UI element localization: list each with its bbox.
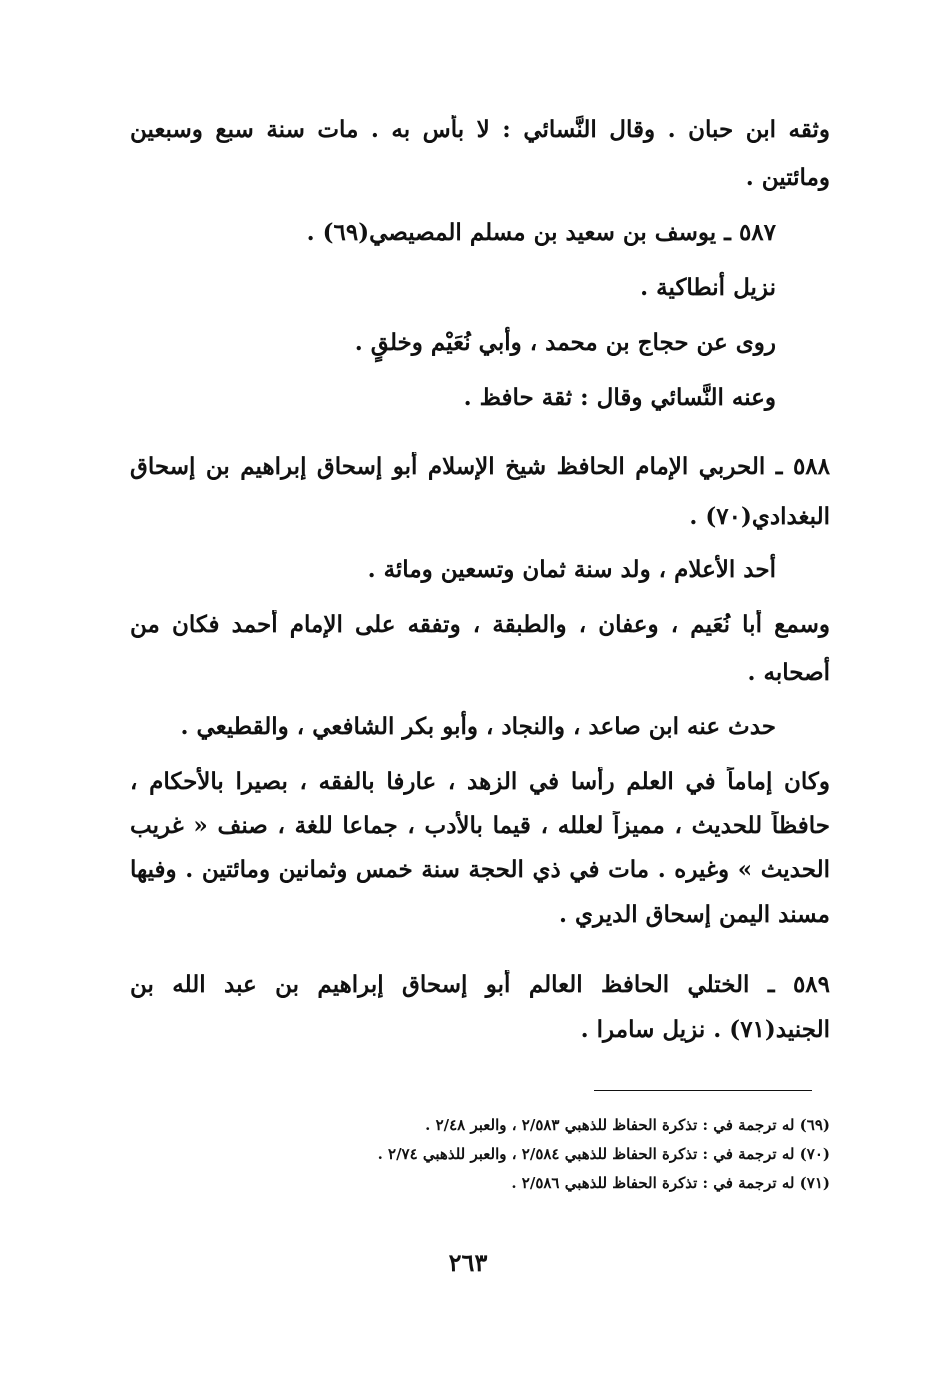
- text-line: أصحابه .: [747, 659, 830, 686]
- text-line: وثقه ابن حبان . وقال النَّسائي : لا بأس به . مات سنة سبع وسبعين: [130, 116, 830, 143]
- entry-heading-589: ٥٨٩ ـ الختلي الحافظ العالم أبو إسحاق إبراهيم بن عبد الله بن: [130, 971, 830, 998]
- entry-heading-587: ٥٨٧ ـ يوسف بن سعيد بن مسلم المصيصي(٦٩) .: [306, 219, 776, 246]
- text-line: وكان إماماً في العلم رأسا في الزهد ، عارفا بالفقه ، بصيرا بالأحكام ،: [130, 768, 830, 795]
- text-line: حافظاً للحديث ، مميزاً لعلله ، قيما بالأدب ، جماعا للغة ، صنف « غريب: [130, 812, 830, 839]
- text-line: الحديث » وغيره . مات في ذي الحجة سنة خمس وثمانين ومائتين . وفيها: [130, 856, 830, 883]
- text-line: وسمع أبا نُعَيم ، وعفان ، والطبقة ، وتفقه على الإمام أحمد فكان من: [130, 611, 830, 638]
- text-line: وعنه النَّسائي وقال : ثقة حافظ .: [463, 384, 776, 411]
- footnote-70: (٧٠) له ترجمة في : تذكرة الحفاظ للذهبي ٢/٥٨٤ ، والعبر للذهبي ٢/٧٤ .: [377, 1145, 830, 1163]
- text-line: أحد الأعلام ، ولد سنة ثمان وتسعين ومائة .: [367, 556, 776, 583]
- page-number: ٢٦٣: [448, 1248, 488, 1277]
- text-line: البغدادي(٧٠) .: [689, 503, 830, 530]
- footnote-69: (٦٩) له ترجمة في : تذكرة الحفاظ للذهبي ٢/٥٨٣ ، والعبر ٢/٤٨ .: [425, 1116, 830, 1134]
- text-line: الجنيد(٧١) . نزيل سامرا .: [580, 1016, 830, 1043]
- text-line: مسند اليمن إسحاق الديري .: [559, 901, 830, 928]
- footnote-71: (٧١) له ترجمة في : تذكرة الحفاظ للذهبي ٢/٥٨٦ .: [511, 1174, 830, 1192]
- footnote-divider: [594, 1090, 812, 1091]
- text-line: نزيل أنطاكية .: [640, 274, 776, 301]
- entry-heading-588: ٥٨٨ ـ الحربي الإمام الحافظ شيخ الإسلام أبو إسحاق إبراهيم بن إسحاق: [130, 453, 830, 480]
- text-line: حدث عنه ابن صاعد ، والنجاد ، وأبو بكر الشافعي ، والقطيعي .: [180, 713, 776, 740]
- text-line: ومائتين .: [745, 164, 830, 191]
- text-line: روى عن حجاج بن محمد ، وأبي نُعَيْم وخلقٍ .: [354, 329, 776, 356]
